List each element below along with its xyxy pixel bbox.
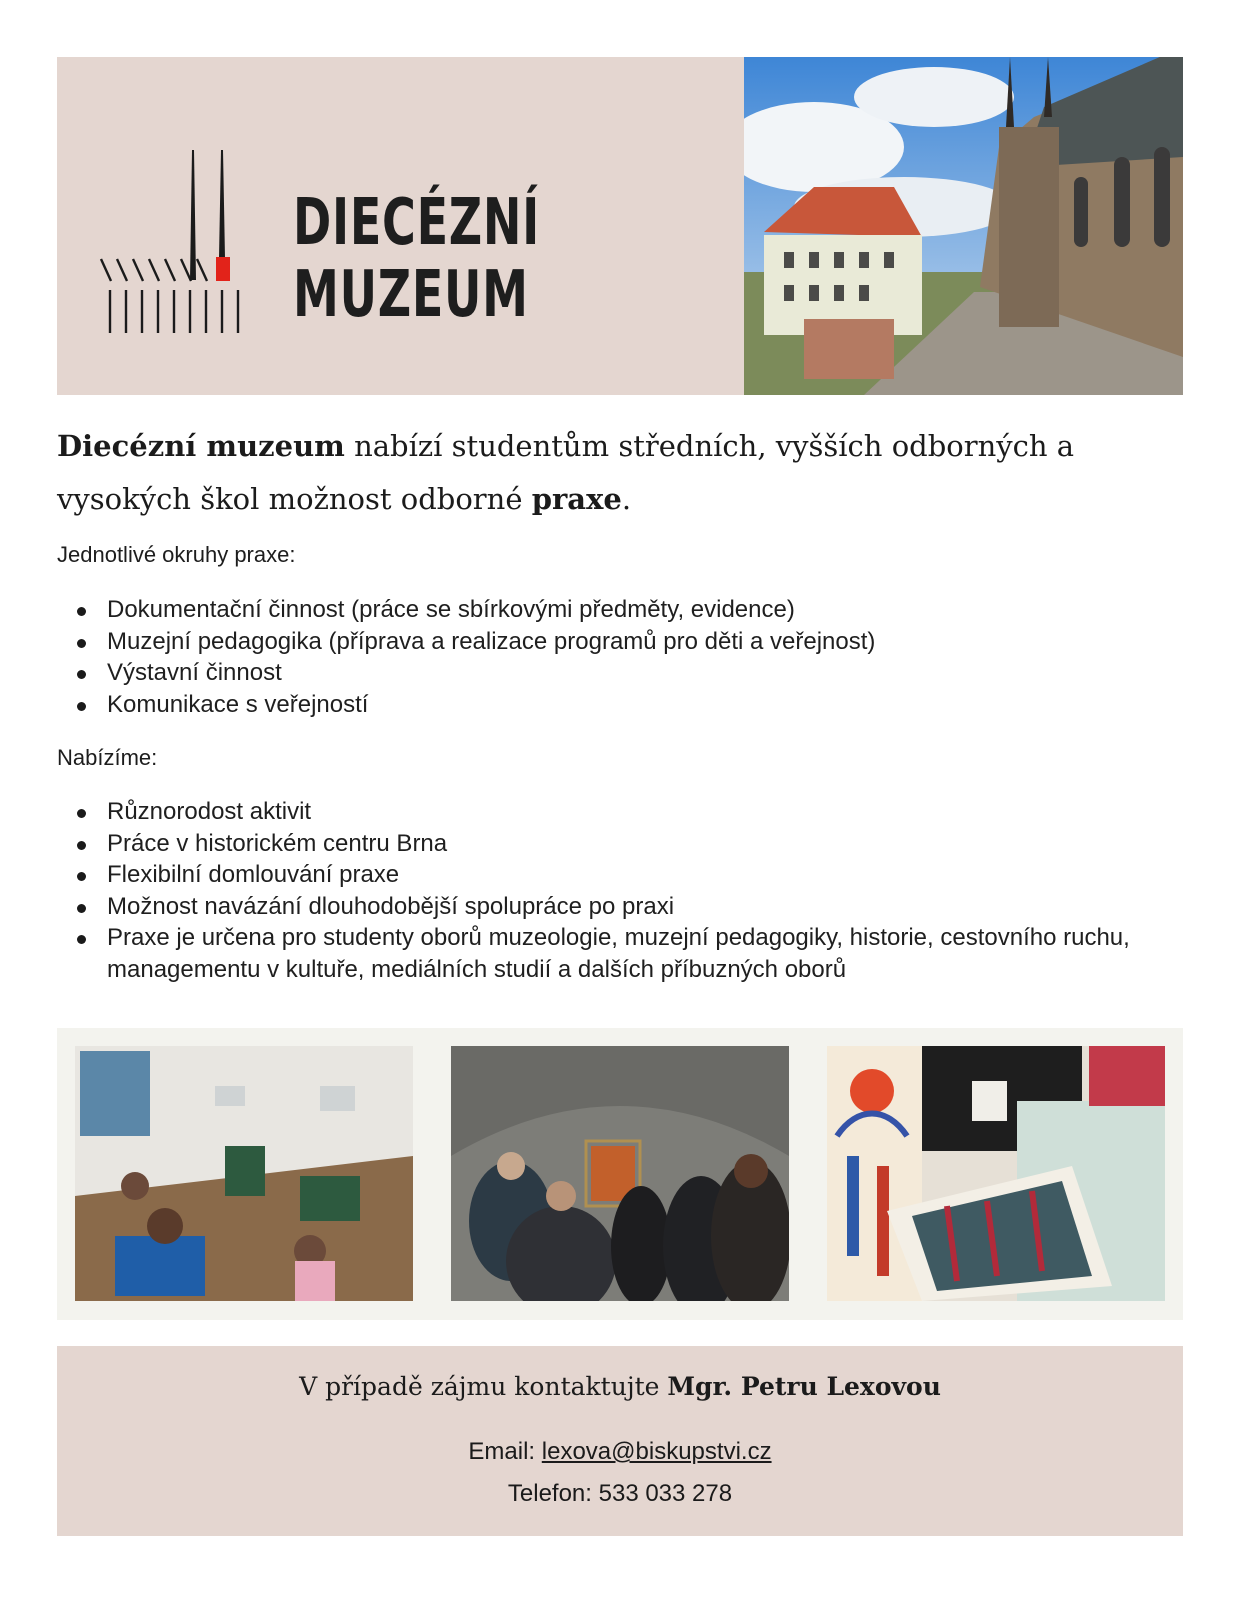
cathedral-photo (744, 57, 1183, 395)
intro-bold-praxe: praxe (531, 482, 622, 516)
list-item: Možnost navázání dlouhodobější spolupráce po praxi (107, 891, 1187, 923)
intro-paragraph (57, 420, 1183, 526)
areas-list (57, 594, 1187, 720)
logo-line-1: DIECÉZNÍ (293, 186, 541, 260)
email-line (57, 1438, 1183, 1466)
gallery-photo-children-workshop (75, 1046, 413, 1301)
gallery-photo-artworks (827, 1046, 1165, 1301)
gallery-photo-exhibition-visit (451, 1046, 789, 1301)
intro-period: . (621, 482, 632, 516)
intro-bold-museum: Diecézní muzeum (57, 429, 345, 463)
contact-box (57, 1346, 1183, 1536)
photo-gallery (57, 1028, 1183, 1320)
list-item: Muzejní pedagogika (příprava a realizace programů pro děti a veřejnost) (107, 626, 1187, 658)
contact-lead (57, 1372, 1183, 1401)
list-item: Flexibilní domlouvání praxe (107, 859, 1187, 891)
offer-list (57, 796, 1187, 985)
list-item: Různorodost aktivit (107, 796, 1187, 828)
email-label: Email: (468, 1438, 542, 1465)
list-item: Praxe je určena pro studenty oborů muzeologie, muzejní pedagogiky, historie, cestovního ruchu, managementu v kultuře, mediálních studií a dalších příbuzných oborů (107, 922, 1187, 985)
contact-lead-text: V případě zájmu kontaktujte (299, 1372, 668, 1401)
list-item: Dokumentační činnost (práce se sbírkovými předměty, evidence) (107, 594, 1187, 626)
phone-line (57, 1480, 1183, 1508)
areas-heading: Jednotlivé okruhy praxe: (57, 542, 296, 567)
list-item: Komunikace s veřejností (107, 689, 1187, 721)
intro-text: nabízí studentům středních, vyšších odborných a vysokých škol možnost odborné (57, 429, 1075, 516)
offer-heading: Nabízíme: (57, 745, 158, 770)
phone-label: Telefon: (507, 1480, 599, 1507)
contact-person: Mgr. Petru Lexovou (667, 1372, 941, 1401)
email-link[interactable]: lexova@biskupstvi.cz (541, 1438, 772, 1465)
phone-number: 533 033 278 (598, 1480, 733, 1507)
museum-logo (97, 147, 257, 347)
logo-line-2: MUZEUM (293, 258, 529, 332)
list-item: Výstavní činnost (107, 657, 1187, 689)
logo-wordmark (293, 187, 540, 331)
list-item: Práce v historickém centru Brna (107, 828, 1187, 860)
